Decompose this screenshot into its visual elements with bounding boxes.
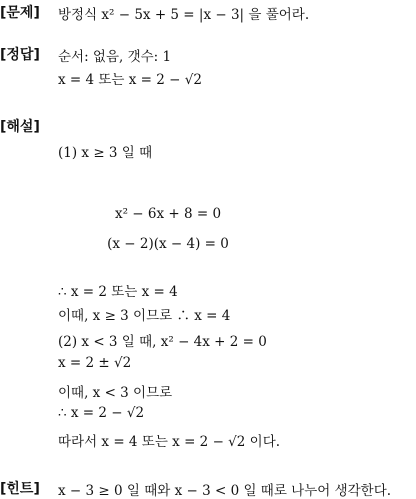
hint-tag: [힌트] [0,481,40,497]
solution-conclusion: 따라서 x = 4 또는 x = 2 − √2 이다. [58,434,281,450]
answer-line-2: x = 4 또는 x = 2 − √2 [58,72,202,88]
solution-step: ∴ x = 2 또는 x = 4 [58,284,178,300]
case-1-header: (1) x ≥ 3 일 때 [58,145,153,161]
answer-line-1: 순서: 없음, 갯수: 1 [58,49,172,65]
solution-step: x = 2 ± √2 [58,355,132,371]
solution-step: 이때, x < 3 이므로 [58,385,173,401]
equation-2: (x − 2)(x − 4) = 0 [107,236,229,252]
problem-tag: [문제] [0,5,40,21]
solution-step: (2) x < 3 일 때, x² − 4x + 2 = 0 [58,334,267,350]
answer-tag: [정답] [0,47,40,63]
hint-text: x − 3 ≥ 0 일 때와 x − 3 < 0 일 때로 나누어 생각한다. [58,483,392,499]
solution-tag: [해설] [0,119,40,135]
solution-step: 이때, x ≥ 3 이므로 ∴ x = 4 [58,308,231,324]
equation-1: x² − 6x + 8 = 0 [114,206,222,222]
problem-text: 방정식 x² − 5x + 5 = |x − 3| 을 풀어라. [58,7,310,23]
solution-step: ∴ x = 2 − √2 [58,405,145,421]
